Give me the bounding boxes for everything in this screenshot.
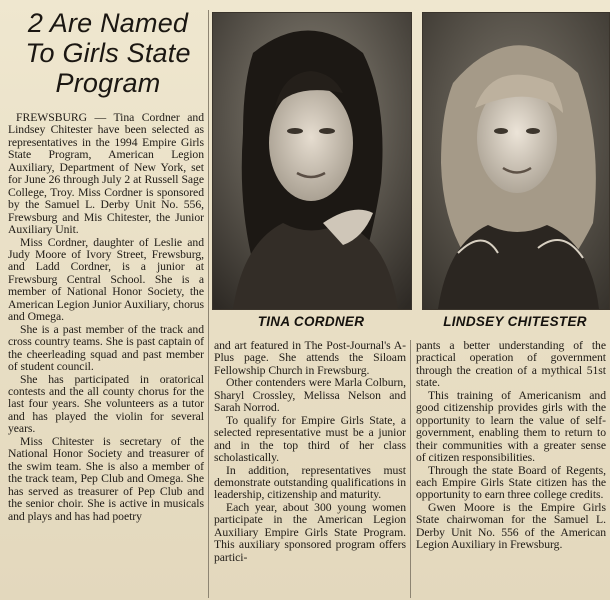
paragraph: To qualify for Empire Girls State, a selected representative must be a junior and in the top third of her class scholastically.: [214, 413, 406, 465]
paragraph: Each year, about 300 young women participate in the American Legion Auxiliary Empire Girls State Program. This auxiliary sponsored program offers partici-: [214, 500, 406, 564]
paragraph: She has participated in oratorical contests and the all county chorus for the last four years. She volunteers as a tutor and has played the violin for several years.: [8, 372, 204, 436]
paragraph: She is a past member of the track and cross country teams. She is past captain of the cheerleading squad and past member of student council.: [8, 322, 204, 374]
paragraph: Miss Chitester is secretary of the National Honor Society and treasurer of the swim team. She is also a member of the track team, Pep Club and Omega. She has served as treasurer of Pep Club and the senior choir. She is active in musicals and plays and has had poetry: [8, 434, 204, 523]
paragraph: FREWSBURG — Tina Cordner and Lindsey Chitester have been selected as representatives in the 1994 Empire Girls State Program, American Legion Auxiliary, Department of New York, set for June 26 through July 2 at Russell Sage College, Troy. Miss Cordner is sponsored by the Samuel L. Derby Unit No. 556, Frewsburg and Mis Chitester, the Junior Auxiliary Unit.: [8, 111, 204, 237]
paragraph: pants a better understanding of the practical operation of government through the creation of a mythical 51st state.: [416, 339, 606, 390]
paragraph: Miss Cordner, daughter of Leslie and Judy Moore of Ivory Street, Frewsburg, and Ladd Cordner, is a junior at Frewsburg Central School. She is a member of National Honor Society, the American Legion Junior Auxiliary, chorus and Omega.: [8, 235, 204, 324]
headline-line-3: Program: [55, 68, 161, 98]
article-column-3: [416, 340, 606, 552]
paragraph: In addition, representatives must demonstrate outstanding qualifications in leadership, citizenship and maturity.: [214, 463, 406, 502]
paragraph: This training of Americanism and good citizenship provides girls with the opportunity to learn the value of self-government, enabling them to return to their communities with a greater sense of citizen responsibilities.: [416, 388, 606, 465]
headline-line-1: 2 Are Named: [27, 8, 189, 38]
paragraph: Gwen Moore is the Empire Girls State chairwoman for the Samuel L. Derby Unit No. 556 of the American Legion Auxiliary in Frewsburg.: [416, 500, 606, 552]
column-divider: [208, 10, 209, 598]
photo-lindsey-chitester: [422, 12, 610, 310]
headline-line-2: To Girls State: [25, 38, 191, 68]
photo-tina-cordner: [212, 12, 412, 310]
headline: [8, 8, 208, 98]
caption-tina-cordner: TINA CORDNER: [257, 314, 365, 329]
article-column-1: [8, 112, 204, 523]
caption-lindsey-chitester: LINDSEY CHITESTER: [443, 314, 587, 329]
article-column-2: [214, 340, 406, 564]
paragraph: Other contenders were Marla Colburn, Sharyl Crossley, Melissa Nelson and Sarah Norrod.: [214, 376, 406, 415]
paragraph: and art featured in The Post-Journal's A-Plus page. She attends the Siloam Fellowship Church in Frewsburg.: [214, 339, 406, 377]
paragraph: Through the state Board of Regents, each Empire Girls State citizen has the opportunity to earn three college credits.: [416, 463, 606, 502]
column-divider: [410, 340, 411, 598]
